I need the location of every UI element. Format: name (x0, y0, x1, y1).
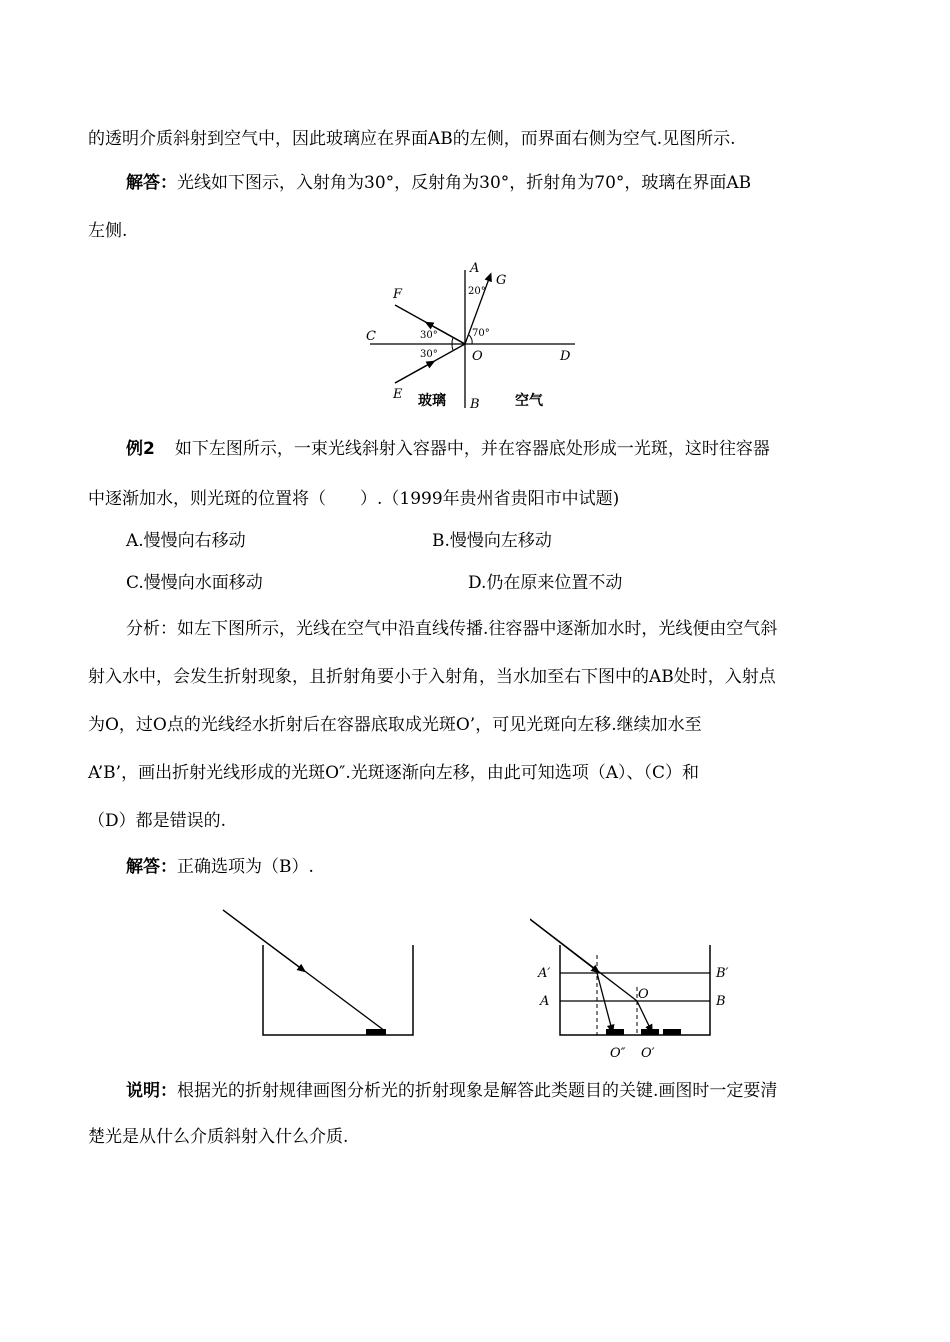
label-B: B (716, 994, 726, 1009)
label-angle-20: 20° (468, 286, 486, 297)
option-a: A.慢慢向右移动 (126, 531, 246, 551)
label-A: A (470, 261, 480, 276)
label-angle-30-bottom: 30° (420, 349, 438, 360)
paragraph-line: 的透明介质斜射到空气中，因此玻璃应在界面AB的左侧，而界面右侧为空气.见图所示. (88, 129, 736, 149)
label-O-prime: O′ (641, 1046, 655, 1061)
container-diagram-right (530, 895, 760, 1065)
analysis-line-5: （D）都是错误的. (88, 811, 227, 831)
answer-1-line (126, 172, 751, 194)
option-d: D.仍在原来位置不动 (468, 573, 623, 593)
label-D: D (560, 349, 571, 364)
label-F: F (393, 287, 403, 302)
light-spot-o1 (641, 1029, 659, 1035)
label-A-prime: A′ (538, 966, 551, 981)
label-C: C (366, 329, 376, 344)
answer-text: 光线如下图示，入射角为30°，反射角为30°，折射角为70°，玻璃在界面AB (177, 173, 752, 193)
note-continuation: 楚光是从什么介质斜射入什么介质. (88, 1127, 349, 1147)
note-label: 说明： (126, 1081, 177, 1101)
label-O-double-prime: O″ (610, 1046, 626, 1061)
answer-1-continuation: 左侧. (88, 221, 128, 241)
label-angle-30-top: 30° (420, 330, 438, 341)
answer-label: 解答： (126, 173, 177, 193)
analysis-line-2: 射入水中，会发生折射现象，且折射角要小于入射角，当水加至右下图中的AB处时，入射点 (88, 667, 776, 687)
example-2-line (126, 438, 770, 460)
example-label: 例2 (126, 439, 155, 459)
analysis-line-3: 为O，过O点的光线经水折射后在容器底取成光斑O’，可见光斑向左移.继续加水至 (88, 715, 702, 735)
label-O: O (472, 349, 483, 364)
light-spot-original (663, 1029, 681, 1035)
example-text: 如下左图所示，一束光线斜射入容器中，并在容器底处形成一光斑，这时往容器 (174, 439, 770, 459)
answer-label: 解答： (126, 857, 177, 877)
label-angle-70: 70° (472, 328, 490, 339)
answer-2-line (126, 856, 314, 878)
light-spot-o2 (606, 1029, 624, 1035)
label-A: A (540, 994, 550, 1009)
analysis-line-4: A’B’，画出折射光线形成的光斑O″.光斑逐渐向左移，由此可知选项（A）、（C）和 (88, 763, 700, 783)
label-glass: 玻璃 (418, 393, 446, 409)
option-c: C.慢慢向水面移动 (126, 573, 263, 593)
example-2-continuation: 中逐渐加水，则光斑的位置将（ ）.（1999年贵州省贵阳市中试题) (88, 489, 620, 509)
label-B: B (470, 397, 480, 412)
label-air: 空气 (515, 393, 543, 409)
label-B-prime: B′ (716, 966, 729, 981)
label-O: O (638, 987, 649, 1002)
refraction-diagram (360, 258, 600, 418)
analysis-line-1: 分析：如左下图所示，光线在空气中沿直线传播.往容器中逐渐加水时，光线便由空气斜 (126, 619, 778, 639)
label-G: G (496, 273, 507, 288)
note-text: 根据光的折射规律画图分析光的折射现象是解答此类题目的关键.画图时一定要清 (177, 1081, 778, 1101)
answer-text: 正确选项为（B）. (177, 857, 314, 877)
note-line (126, 1080, 777, 1102)
option-b: B.慢慢向左移动 (432, 531, 552, 551)
container-diagram-left (215, 905, 420, 1040)
light-spot (366, 1029, 386, 1035)
label-E: E (393, 387, 403, 402)
